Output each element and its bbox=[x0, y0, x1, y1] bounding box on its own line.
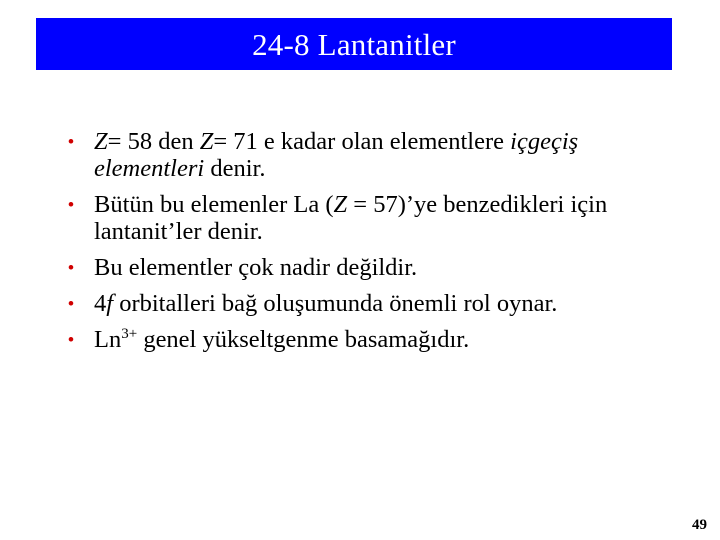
bullet-item-1 bbox=[68, 128, 678, 182]
bullet-item-5 bbox=[68, 326, 678, 353]
z-symbol: Z bbox=[94, 128, 108, 155]
page-number: 49 bbox=[692, 517, 707, 533]
bullet-text: denir. bbox=[204, 155, 266, 182]
term-innertransition: içgeçiş elementleri bbox=[94, 128, 579, 182]
bullet-text: = 57)’ye benzedikleri için lantanit’ler denir. bbox=[94, 191, 608, 245]
bullet-dot-icon: • bbox=[68, 258, 74, 277]
bullet-dot-icon: • bbox=[68, 294, 74, 313]
bullet-text: Bu elementler çok nadir değildir. bbox=[94, 254, 418, 281]
z-symbol: Z bbox=[199, 128, 214, 155]
title-bar bbox=[36, 18, 672, 70]
charge-superscript: 3+ bbox=[121, 326, 138, 342]
slide-title: 24-8 Lantanitler bbox=[252, 26, 456, 62]
bullet-item-3 bbox=[68, 254, 678, 281]
bullet-dot-icon: • bbox=[68, 330, 74, 349]
orbital-letter: f bbox=[106, 290, 114, 317]
bullet-text: orbitalleri bağ oluşumunda önemli rol oynar. bbox=[113, 290, 558, 317]
bullet-text: Bütün bu elemenler La ( bbox=[94, 191, 334, 218]
bullet-dot-icon: • bbox=[68, 132, 74, 151]
bullet-item-2 bbox=[68, 191, 678, 245]
bullet-dot-icon: • bbox=[68, 195, 74, 214]
bullet-list bbox=[68, 128, 678, 362]
bullet-text: Ln bbox=[94, 326, 122, 353]
bullet-text: genel yükseltgenme basamağıdır. bbox=[137, 326, 470, 353]
orbital-number: 4 bbox=[94, 290, 107, 317]
z-symbol: Z bbox=[333, 191, 348, 218]
bullet-item-4 bbox=[68, 290, 678, 317]
bullet-text: = 71 e kadar olan elementlere bbox=[213, 128, 511, 155]
bullet-text: = 58 den bbox=[107, 128, 200, 155]
